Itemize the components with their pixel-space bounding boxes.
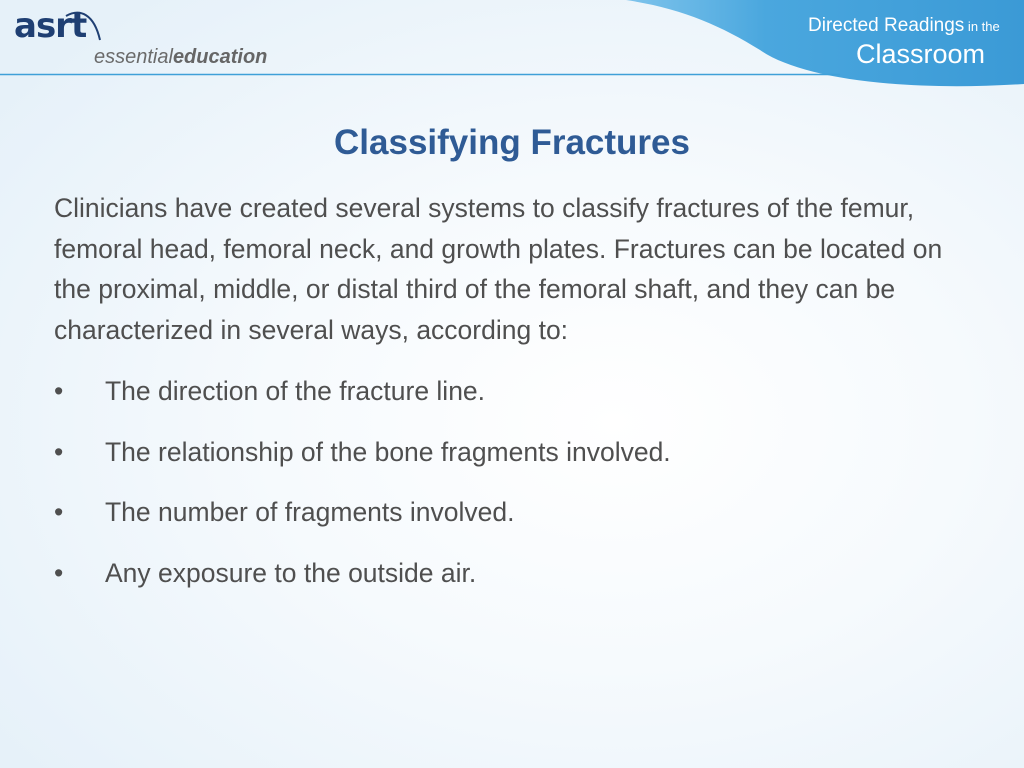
logo-sub-light: essential <box>94 46 173 68</box>
bullet-item <box>54 553 984 593</box>
bullet-item <box>54 432 984 472</box>
bullet-item <box>54 371 984 411</box>
brand-line-1-small: in the <box>964 19 1000 34</box>
brand-line-1 <box>808 14 1000 39</box>
asrt-swoosh-icon <box>60 6 104 46</box>
bullet-icon: • <box>54 497 64 527</box>
bullet-text: The direction of the fracture line. <box>105 376 486 406</box>
body-paragraph: Clinicians have created several systems to classify fractures of the femur, femoral head, femoral neck, and growth plates. Fractures can be located on the proximal, middle, or distal third of the femoral shaft, and they can be characterized in several ways, according to: <box>54 193 943 345</box>
brand-line-2: Classroom <box>856 39 986 69</box>
bullet-text: The relationship of the bone fragments involved. <box>105 436 671 467</box>
bullet-icon: • <box>54 557 64 588</box>
bullet-list <box>54 371 984 593</box>
slide-body <box>54 188 984 593</box>
logo-sub-bold: education <box>172 46 268 68</box>
slide-header <box>0 0 1024 90</box>
bullet-icon: • <box>54 436 64 467</box>
bullet-text: Any exposure to the outside air. <box>105 557 477 588</box>
bullet-icon: • <box>54 376 64 406</box>
slide-title: Classifying Fractures <box>334 123 690 162</box>
brand-line-1-main: Directed Readings <box>808 15 965 36</box>
asrt-logo-subtitle <box>94 44 267 70</box>
bullet-text: The number of fragments involved. <box>105 497 515 527</box>
bullet-item <box>54 492 984 532</box>
asrt-logo: asrt <box>14 6 87 46</box>
